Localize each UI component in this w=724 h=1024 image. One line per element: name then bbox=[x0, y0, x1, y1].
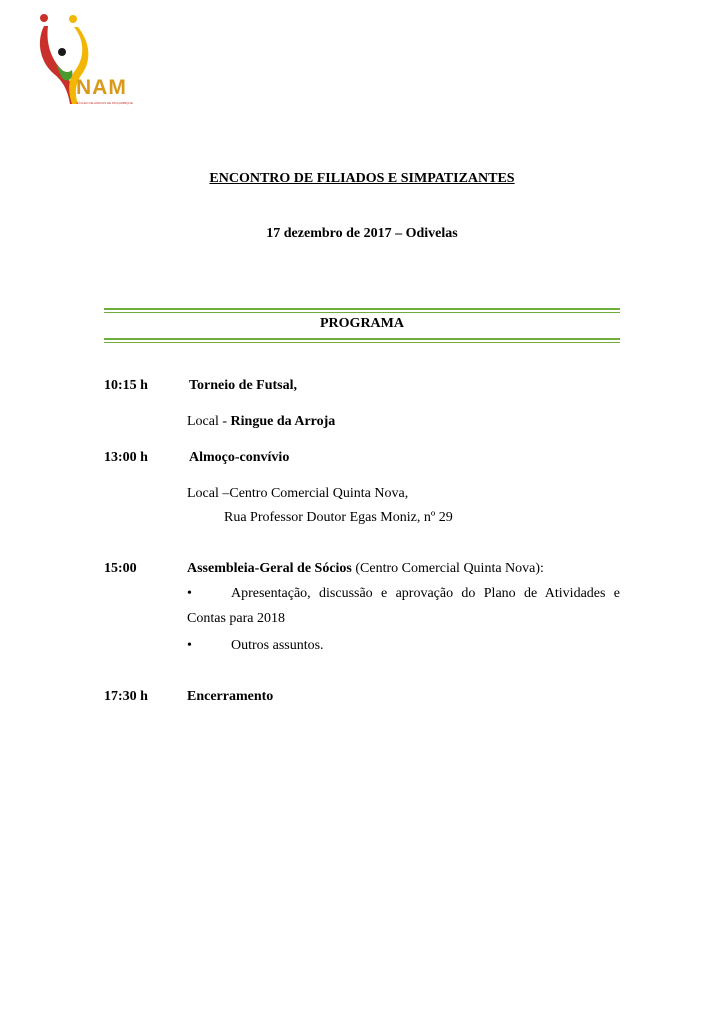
activity-lunch: Almoço-convívio bbox=[189, 450, 290, 465]
location-lunch-line2: Rua Professor Doutor Egas Moniz, nº 29 bbox=[224, 510, 453, 525]
activity-futsal: Torneio de Futsal, bbox=[189, 378, 297, 393]
time-1015: 10:15 h bbox=[104, 378, 148, 393]
agenda-item-1-line1: Apresentação, discussão e aprovação do Plano de Atividades e bbox=[231, 586, 620, 601]
location-prefix: Local - bbox=[187, 414, 231, 429]
top-divider bbox=[104, 308, 620, 313]
location-name: Ringue da Arroja bbox=[230, 414, 336, 429]
agenda-item-2: Outros assuntos. bbox=[231, 638, 324, 653]
bullet-icon: • bbox=[187, 586, 192, 601]
assembly-location: (Centro Comercial Quinta Nova): bbox=[351, 561, 544, 576]
logo-wordmark: NAM bbox=[76, 76, 127, 99]
bullet-icon: • bbox=[187, 638, 192, 653]
location-futsal bbox=[187, 414, 335, 430]
document-title: ENCONTRO DE FILIADOS E SIMPATIZANTES bbox=[209, 171, 515, 186]
logo-tagline: NÚCLEO DE AMIGOS DE MOÇAMBIQUE bbox=[76, 101, 133, 105]
time-1300: 13:00 h bbox=[104, 450, 148, 465]
event-date-location: 17 dezembro de 2017 – Odivelas bbox=[266, 226, 458, 241]
time-1730: 17:30 h bbox=[104, 689, 148, 704]
assembly-title: Assembleia-Geral de Sócios bbox=[187, 561, 352, 576]
bottom-divider bbox=[104, 338, 620, 343]
program-heading: PROGRAMA bbox=[320, 316, 404, 331]
time-1500: 15:00 bbox=[104, 561, 137, 576]
activity-assembly bbox=[187, 561, 544, 577]
agenda-item-1-line2: Contas para 2018 bbox=[187, 611, 285, 626]
activity-closing: Encerramento bbox=[187, 689, 274, 704]
location-lunch-line1: Local –Centro Comercial Quinta Nova, bbox=[187, 486, 409, 501]
